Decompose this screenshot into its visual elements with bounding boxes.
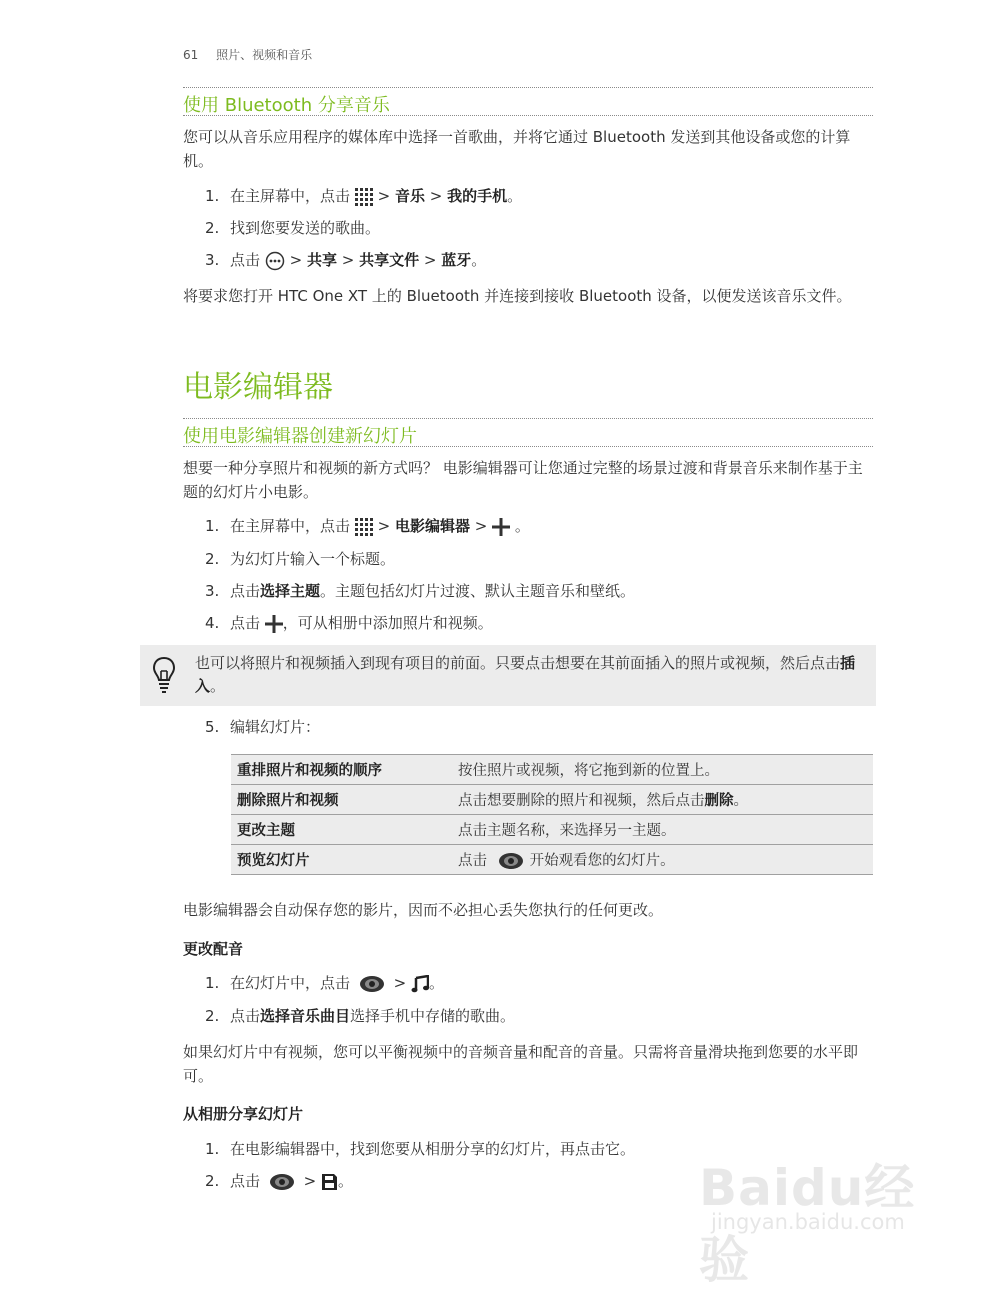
chapter-name: 照片、视频和音乐 (216, 48, 313, 62)
page-header (183, 46, 312, 63)
watermark-logo: Baidu经验 (699, 1159, 916, 1289)
music-note-icon (411, 975, 429, 993)
save-icon (321, 1173, 338, 1191)
paragraph: 您可以从音乐应用程序的媒体库中选择一首歌曲，并将它通过 Bluetooth 发送到其他设备或您的计算机。 (183, 128, 851, 170)
tip-box (140, 645, 876, 706)
table-row (231, 785, 873, 815)
list-item: 2. 点击 > 。 (205, 1172, 353, 1190)
app-grid-icon (355, 188, 373, 206)
app-grid-icon (355, 518, 373, 536)
subheading-share: 从相册分享幻灯片 (183, 1105, 304, 1123)
section-title-bluetooth: 使用 Bluetooth 分享音乐 (183, 95, 390, 116)
list-item: 1. 在电影编辑器中，找到您要从相册分享的幻灯片，再点击它。 (205, 1140, 636, 1158)
plus-icon (265, 615, 283, 633)
divider (183, 115, 873, 116)
list-item: 1. 在幻灯片中，点击 > 。 (205, 974, 444, 992)
section-title-movie-editor: 使用电影编辑器创建新幻灯片 (183, 426, 417, 447)
plus-icon (492, 518, 510, 536)
eye-icon (269, 1173, 295, 1191)
baidu-watermark (699, 1128, 929, 1289)
list-item: 3. 点击选择主题。主题包括幻灯片过渡、默认主题音乐和壁纸。 (205, 582, 636, 600)
table-cell-action: 重排照片和视频的顺序 (231, 755, 452, 785)
table-row (231, 815, 873, 845)
lightbulb-icon (152, 656, 176, 694)
table-cell-action: 删除照片和视频 (231, 785, 452, 815)
paragraph: 如果幻灯片中有视频，您可以平衡视频中的音频音量和配音的音量。只需将音量滑块拖到您要的水平即可。 (183, 1043, 859, 1085)
list-item: 1. 在主屏幕中，点击 > 音乐 > 我的手机。 (205, 187, 523, 205)
table-row (231, 755, 873, 785)
table-row (231, 845, 873, 875)
table-cell-desc: 点击 开始观看您的幻灯片。 (452, 845, 873, 875)
list-item: 2. 为幻灯片输入一个标题。 (205, 550, 396, 568)
paragraph: 将要求您打开 HTC One XT 上的 Bluetooth 并连接到接收 Bluetooth 设备，以便发送该音乐文件。 (183, 287, 852, 305)
list-item: 1. 在主屏幕中，点击 > 电影编辑器 > 。 (205, 517, 530, 535)
page-number: 61 (183, 48, 199, 62)
list-item: 4. 点击 ，可从相册中添加照片和视频。 (205, 614, 493, 632)
list-item: 2. 点击选择音乐曲目选择手机中存储的歌曲。 (205, 1007, 516, 1025)
edit-slideshow-table (231, 754, 873, 875)
paragraph: 电影编辑器会自动保存您的影片，因而不必担心丢失您执行的任何更改。 (183, 901, 664, 919)
divider (183, 418, 873, 419)
paragraph: 想要一种分享照片和视频的新方式吗？ 电影编辑器可让您通过完整的场景过渡和背景音乐来制作基于主题的幻灯片小电影。 (183, 459, 863, 501)
divider (183, 87, 873, 88)
eye-icon (498, 852, 524, 870)
table-cell-desc: 点击主题名称，来选择另一主题。 (452, 815, 873, 845)
tip-text: 也可以将照片和视频插入到现有项目的前面。只要点击想要在其前面插入的照片或视频，然后点击插入。 (195, 654, 856, 695)
more-options-icon (265, 251, 285, 271)
table-cell-action: 预览幻灯片 (231, 845, 452, 875)
chapter-title: 电影编辑器 (183, 370, 333, 405)
list-item: 5. 编辑幻灯片： (205, 718, 321, 736)
table-cell-action: 更改主题 (231, 815, 452, 845)
table-cell-desc: 按住照片或视频，将它拖到新的位置上。 (452, 755, 873, 785)
divider (183, 446, 873, 447)
watermark-url: jingyan.baidu.com (711, 1210, 905, 1234)
list-item: 3. 点击 > 共享 > 共享文件 > 蓝牙。 (205, 251, 487, 269)
subheading-soundtrack: 更改配音 (183, 940, 244, 958)
table-cell-desc: 点击想要删除的照片和视频，然后点击删除。 (452, 785, 873, 815)
eye-icon (359, 975, 385, 993)
list-item: 2. 找到您要发送的歌曲。 (205, 219, 381, 237)
